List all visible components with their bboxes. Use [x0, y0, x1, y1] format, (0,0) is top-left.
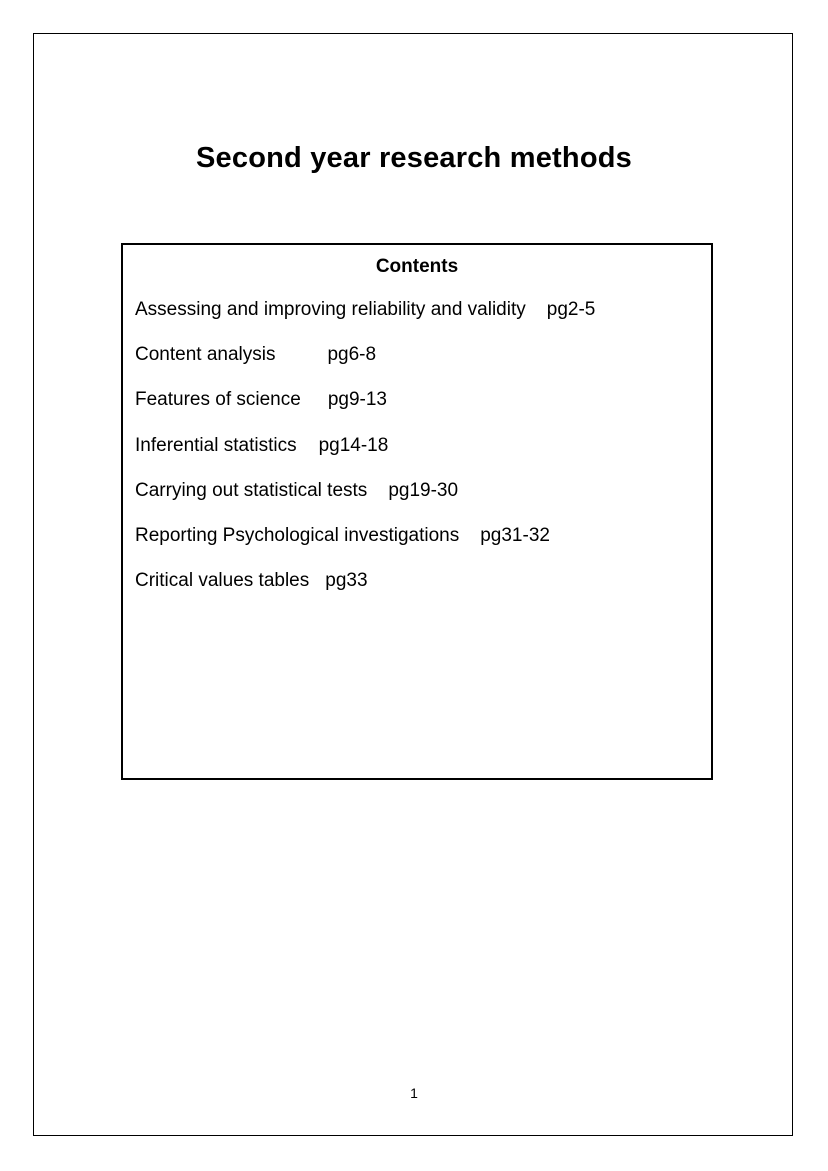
- toc-page-range: pg14-18: [318, 434, 389, 456]
- toc-page-range: pg33: [325, 570, 368, 592]
- toc-item-reporting-investigations: [135, 524, 595, 569]
- toc-topic: Inferential statistics: [135, 434, 297, 456]
- toc-topic: Content analysis: [135, 344, 276, 366]
- table-of-contents: [135, 298, 595, 614]
- toc-topic: Carrying out statistical tests: [135, 479, 368, 501]
- toc-item-critical-values: [135, 569, 595, 614]
- toc-topic: Critical values tables: [135, 570, 310, 592]
- toc-topic: Assessing and improving reliability and validity: [135, 299, 526, 320]
- toc-item-reliability-validity: [135, 298, 595, 343]
- toc-item-features-of-science: [135, 388, 595, 433]
- document-title: Second year research methods: [196, 142, 632, 174]
- contents-heading: Contents: [375, 256, 459, 277]
- page-number: 1: [410, 1085, 418, 1101]
- toc-page-range: pg2-5: [546, 299, 596, 320]
- contents-box: [121, 243, 713, 780]
- toc-topic: Reporting Psychological investigations: [135, 524, 460, 546]
- toc-page-range: pg6-8: [327, 344, 377, 366]
- toc-topic: Features of science: [135, 389, 301, 411]
- toc-page-range: pg19-30: [388, 479, 459, 501]
- toc-page-range: pg9-13: [327, 389, 387, 411]
- toc-item-statistical-tests: [135, 479, 595, 524]
- toc-item-inferential-statistics: [135, 434, 595, 479]
- toc-item-content-analysis: [135, 343, 595, 388]
- toc-page-range: pg31-32: [480, 524, 550, 546]
